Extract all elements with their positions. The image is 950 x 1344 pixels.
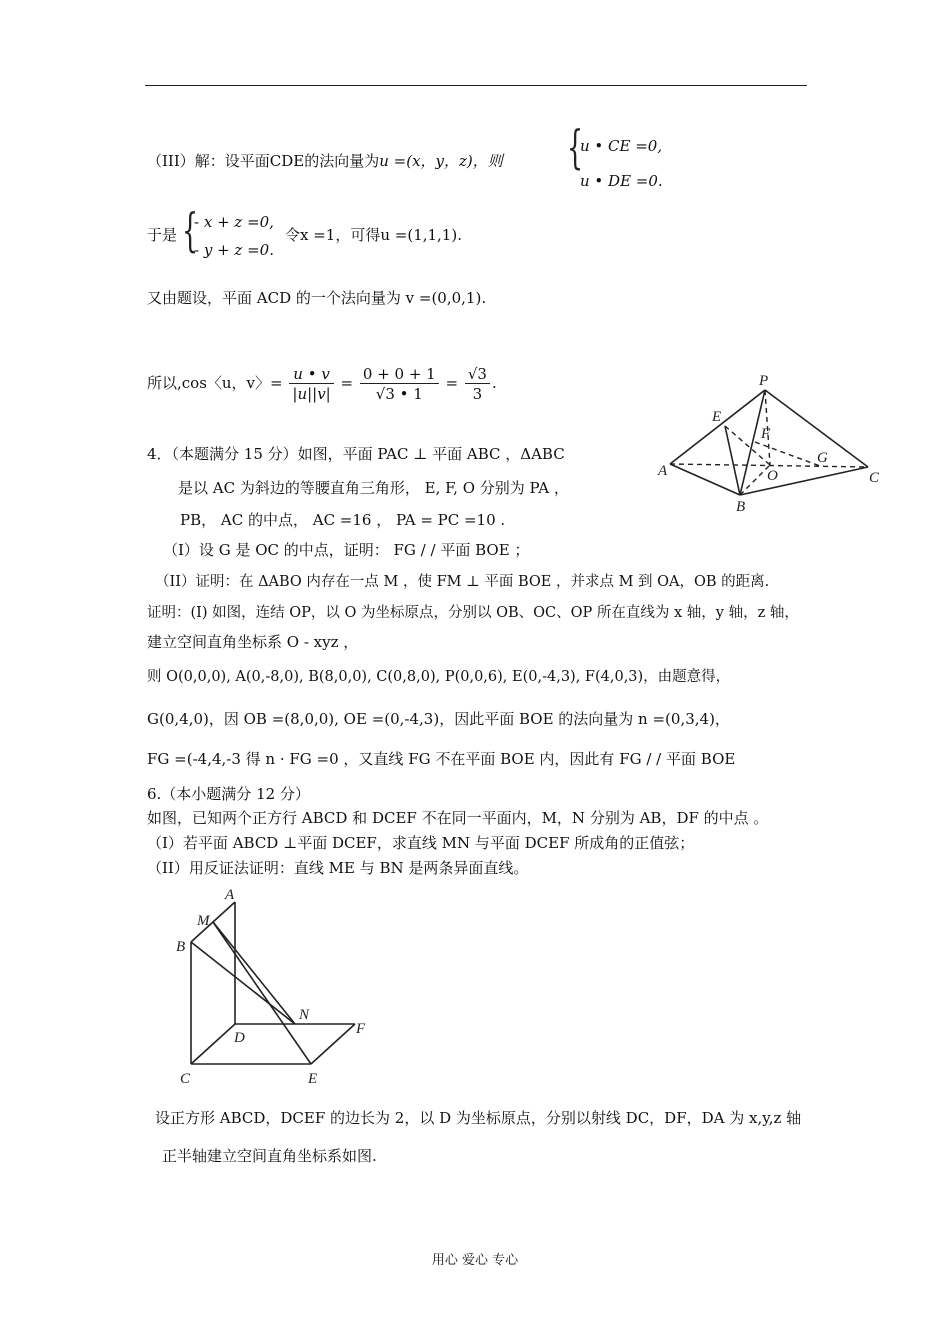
part3-line1: （III）解：设平面CDE的法向量为u =(x，y，z)，则 bbox=[147, 152, 503, 170]
header-rule bbox=[145, 85, 807, 86]
label-O: O bbox=[767, 468, 778, 484]
label-B: B bbox=[176, 939, 186, 955]
page-footer: 用心 爱心 专心 bbox=[431, 1253, 519, 1268]
pyramid-figure bbox=[655, 370, 885, 515]
label-G: G bbox=[817, 450, 828, 466]
label-D: D bbox=[234, 1030, 245, 1046]
segment-ME bbox=[213, 922, 311, 1064]
label-E: E bbox=[308, 1071, 318, 1087]
q4-line3: PB， AC 的中点， AC =16 ， PA = PC =10 . bbox=[180, 511, 506, 529]
q4-part1: （I）设 G 是 OC 的中点，证明： FG / / 平面 BOE ； bbox=[163, 541, 530, 559]
q4-part2: （II）证明：在 ΔABO 内存在一点 M ，使 FM ⊥ 平面 BOE ，并求点 M 到 OA，OB 的距离. bbox=[155, 574, 770, 590]
part3-line2-prefix: 于是 bbox=[147, 226, 178, 244]
q4-line2: 是以 AC 为斜边的等腰直角三角形， E, F, O 分别为 PA ， bbox=[178, 479, 569, 497]
q4-conclusion: FG =(-4,4,-3 得 n · FG =0 ，又直线 FG 不在平面 BOE 内，因此有 FG / / 平面 BOE bbox=[147, 750, 736, 768]
system-eq-2: - y + z =0. bbox=[194, 241, 274, 259]
label-E: E bbox=[712, 409, 722, 425]
q6-setup-line1: 设正方形 ABCD，DCEF 的边长为 2，以 D 为坐标原点，分别以射线 DC，DF，DA 为 x,y,z 轴 bbox=[155, 1109, 802, 1127]
system-eq-1: - x + z =0, bbox=[194, 213, 274, 231]
edge-EF bbox=[311, 1024, 355, 1064]
squares-figure bbox=[170, 885, 385, 1090]
cos-formula: 所以,cos〈u，v〉= $\frac{u • v}{|u||v|}$ = $\frac{0 + 0 + 1}{√3 • 1}$ = $\frac{√3}{3}$ . bbox=[147, 364, 497, 403]
segment-MN bbox=[213, 922, 295, 1024]
label-B: B bbox=[736, 499, 746, 515]
edge-BC bbox=[740, 467, 868, 495]
label-A: A bbox=[225, 887, 235, 903]
q4-coordinates: 则 O(0,0,0), A(0,-8,0), B(8,0,0), C(0,8,0), P(0,0,6), E(0,-4,3), F(4,0,3)，由题意得， bbox=[147, 669, 731, 685]
segment-BO bbox=[740, 465, 770, 495]
fraction-3: $\frac{√3}{3}$ bbox=[465, 365, 490, 404]
label-A: A bbox=[658, 463, 668, 479]
label-N: N bbox=[299, 1007, 310, 1023]
q6-line1: 如图，已知两个正方行 ABCD 和 DCEF 不在同一平面内，M，N 分别为 AB，DF 的中点 。 bbox=[147, 809, 769, 827]
label-P: P bbox=[759, 373, 769, 389]
segment-BN bbox=[191, 942, 295, 1024]
equation-1: u • CE =0, bbox=[580, 137, 663, 155]
q6-part2: （II）用反证法证明：直线 ME 与 BN 是两条异面直线。 bbox=[147, 859, 529, 877]
label-C: C bbox=[180, 1071, 191, 1087]
label-F: F bbox=[761, 426, 771, 442]
part3-line3: 又由题设，平面 ACD 的一个法向量为 v =(0,0,1). bbox=[147, 289, 487, 307]
segment-EB bbox=[725, 426, 740, 495]
brace-1: { bbox=[567, 120, 584, 174]
q4-proof-line2: 建立空间直角坐标系 O - xyz ， bbox=[147, 633, 359, 651]
segment-FG bbox=[755, 442, 820, 466]
edge-AB bbox=[670, 464, 740, 495]
q6-title: 6.（本小题满分 12 分） bbox=[147, 785, 310, 803]
brace-2: { bbox=[182, 203, 199, 257]
q4-line1: 4．（本题满分 15 分）如图，平面 PAC ⊥ 平面 ABC ，ΔABC bbox=[147, 445, 565, 463]
label-C: C bbox=[869, 470, 880, 486]
q6-part1: （I）若平面 ABCD ⊥平面 DCEF，求直线 MN 与平面 DCEF 所成角的正值弦； bbox=[147, 834, 695, 852]
q6-setup-line2: 正半轴建立空间直角坐标系如图. bbox=[162, 1147, 377, 1165]
label-M: M bbox=[197, 913, 210, 929]
q4-normal-vector: G(0,4,0)，因 OB =(8,0,0), OE =(0,-4,3)，因此平面 BOE 的法向量为 n =(0,3,4)， bbox=[147, 710, 730, 728]
fraction-2: $\frac{0 + 0 + 1}{√3 • 1}$ bbox=[360, 365, 439, 404]
label-F: F bbox=[356, 1021, 366, 1037]
q4-proof-line1: 证明：(I) 如图，连结 OP，以 O 为坐标原点，分别以 OB、OC、OP 所在直线为 x 轴，y 轴，z 轴， bbox=[147, 605, 799, 621]
edge-CD bbox=[191, 1024, 235, 1064]
part3-line2-rest: 令x =1，可得u =(1,1,1). bbox=[285, 226, 462, 244]
fraction-1: $\frac{u • v}{|u||v|}$ bbox=[289, 365, 333, 404]
equation-2: u • DE =0. bbox=[580, 172, 663, 190]
